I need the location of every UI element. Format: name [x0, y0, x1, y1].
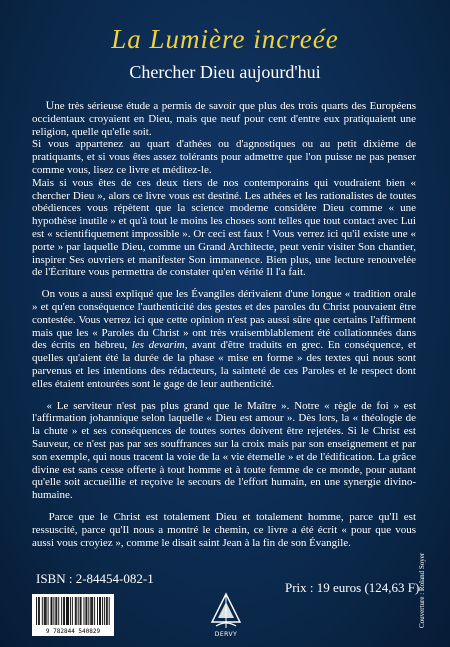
paragraph-5: « Le serviteur n'est pas plus grand que le Maître ». Notre « règle de foi » est l'affirmation johannique selon laquelle « Dieu est amour ». Dès lors, la « théologie de la chute » et ses conséquences de toutes sortes doivent être rejetées. Si le Christ est Sauveur, ce n'est pas par ses souffrances sur la croix mais par son enseignement et par son exemple, qui nous tracent la voie de la « vie éternelle » et de l'édification. La grâce divine est sans cesse offerte à tout homme et à toute femme de ce monde, pour autant qu'elle soit accueillie et reçoive le secours de l'effort humain, en une synergie divino-humaine. [32, 399, 417, 502]
barcode-number: 9 782844 540829 [45, 628, 101, 635]
cover-credit: Couverture : Roland Soyer [418, 552, 426, 628]
paragraph-3: Mais si vous êtes de ces deux tiers de nos contemporains qui voudraient bien « chercher Dieu », alors ce livre vous est destiné. Les athées et les rationalistes de toutes obédiences vous répètent que la science moderne considère Dieu comme « une hypothèse inutile » et qu'à tout le moins les choses sont telles que tout contact avec Lui est « scientifiquement impossible ». Or ceci est faux ! Vous verrez ici qu'il existe une « porte » par laquelle Dieu, comme un Grand Architecte, peut venir visiter Son chantier, inspirer Ses ouvriers et manifester Son immanence. Bien plus, une lecture renouvelée de l'Écriture vous permettra de constater qu'en vérité Il l'a fait. [32, 176, 416, 279]
isbn-label: ISBN : 2-84454-082-1 [36, 571, 154, 586]
paragraph-2: Si vous appartenez au quart d'athées ou d'agnostiques ou au petit dixième de pratiquants, et si vous êtes assez tolérants pour admettre que l'on puisse ne pas penser comme vous, lisez ce livre et méditez-le. [32, 138, 416, 176]
drop-cap: U [45, 98, 55, 112]
publisher-name: DERVY [214, 631, 238, 638]
barcode [32, 594, 114, 636]
paragraph-1: Une très sérieuse étude a permis de savoir que plus des trois quarts des Européens occidentaux croyaient en Dieu, mais que neuf pour cent d'entre eux pratiquaient une religion, quelle qu'elle soit. [32, 98, 416, 138]
price-label: Prix : 19 euros (124,63 F) [285, 580, 420, 595]
publisher-emblem-icon [206, 592, 246, 632]
publisher-logo [206, 592, 246, 642]
paragraph-6: Parce que le Christ est totalement Dieu et totalement homme, parce qu'Il est ressuscité, parce qu'Il nous a montré le chemin, ce livre a été écrit « pour que vous aussi vous croyiez », comme le disait saint Jean à la fin de son Évangile. [32, 510, 417, 549]
book-subtitle: Chercher Dieu aujourd'hui [129, 62, 321, 82]
blurb-text [32, 99, 416, 558]
barcode-bars [32, 594, 114, 628]
paragraph-4: On vous a aussi expliqué que les Évangiles dérivaient d'une longue « tradition orale » et qu'en conséquence l'authenticité des gestes et des paroles du Christ pouvaient être contestée. Vous verrez ici que cette opinion n'est pas aussi sûre que certains l'affirment mais que les « Paroles du Christ » ont très vraisemblablement été collationnées dans des écrits en hébreu, les devarim, avant d'être traduits en grec. En conséquence, et quelles qu'aient été la durée de la phase « mise en forme » des textes qui nous sont parvenus et les intentions des rédacteurs, la sainteté de ces Paroles et le respect dont elles étaient entourées sont le gage de leur authenticité. [32, 288, 417, 390]
book-title: La Lumière increée [111, 24, 339, 54]
